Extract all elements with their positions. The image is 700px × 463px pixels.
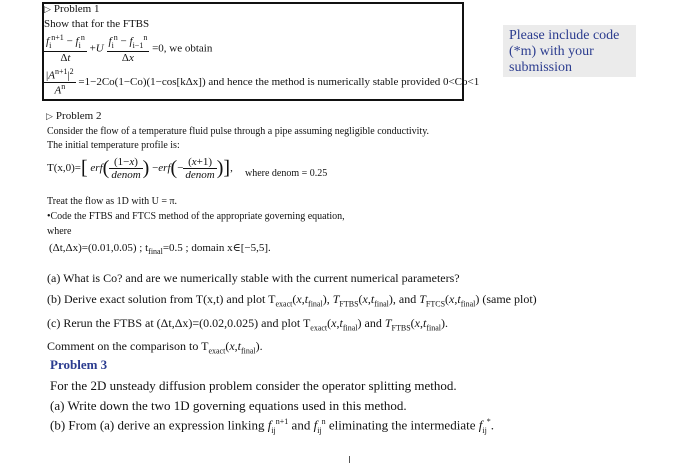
text-cursor — [349, 456, 350, 463]
stability-equation: $\frac{|A^{n+1}|^2}{A^n}$ =1−2Co(1−Co)(1−cos[kΔx]) and hence the method is numerically stable provided 0<Co<1 — [46, 67, 480, 97]
ftbs-eq-tail: =0, we obtain — [152, 42, 213, 55]
submission-note: Please include code (*m) with your submission — [503, 25, 636, 77]
problem1-title: Problem 1 — [53, 3, 100, 15]
problem2-title: Problem 2 — [55, 110, 102, 122]
profile-lhs: T(x,0)= — [47, 162, 81, 175]
qc-start: (c) Rerun the FTBS at (Δt,Δx)=(0.02,0.025) and plot T — [47, 316, 311, 330]
problem2-intro1: Consider the flow of a temperature fluid pulse through a pipe assuming negligible conductivity. — [47, 126, 430, 137]
initial-profile-equation: T(x,0)=[ erf( $\frac{(1-x)}{\text{denom}}$ ) −erf(− $\frac{(x+1)}{\text{denom}}$ )], — [47, 156, 233, 182]
p3-qb-start: (b) From (a) derive an expression linking — [50, 417, 265, 433]
problem2-qc: (c) Rerun the FTBS at (Δt,Δx)=(0.02,0.025) and plot $T_{exact}(x,t_{final})$ and $T_{FTBS}(x,t_{final})$. — [47, 316, 448, 333]
problem2-where: where — [47, 226, 72, 237]
ftbs-equation: $\frac{f_i^{n+1} - f_i^n}{\Delta t}$ +U $\frac{f_i^n - f_{i-1}^n}{\Delta x}$ =0, we obtain — [46, 33, 213, 64]
qb-start: (b) Derive exact solution from T(x,t) and plot T — [47, 292, 276, 306]
problem2-qb: (b) Derive exact solution from T(x,t) and plot $T_{exact}(x,t_{final})$, $T_{FTBS}(x,t_{final})$, and $T_{FTCS}(x,t_{final})$ (same plot) — [47, 292, 537, 309]
problem2-qa: (a) What is Co? and are we numerically stable with the current numerical parameters? — [47, 271, 460, 285]
stability-tail: and hence the method is numerically stable provided 0<Co<1 — [208, 75, 480, 88]
problem1-header — [44, 3, 99, 15]
problem2-flow: Treat the flow as 1D with U = π. — [47, 196, 178, 207]
profile-where: where denom = 0.25 — [245, 168, 328, 179]
expand-triangle-icon[interactable]: ▷ — [44, 4, 51, 14]
problem3-title: Problem 3 — [50, 357, 108, 372]
p3-qb-and: and — [291, 417, 311, 433]
problem2-code: •Code the FTBS and FTCS method of the appropriate governing equation, — [47, 211, 345, 222]
problem1-intro: Show that for the FTBS — [44, 18, 150, 30]
problem2-intro2: The initial temperature profile is: — [47, 140, 180, 151]
problem3-qa: (a) Write down the two 1D governing equations used in this method. — [50, 398, 407, 413]
problem3-qb: (b) From (a) derive an expression linking $f_{ij}^{n+1}$ and $f_{ij}^n$ eliminating the intermediate $f_{ij}^*$. — [50, 417, 495, 435]
p3-qb-tail: eliminating the intermediate — [328, 417, 476, 433]
problem2-header — [46, 110, 101, 122]
params-final-sub: final — [148, 247, 163, 257]
problem3-intro: For the 2D unsteady diffusion problem consider the operator splitting method. — [50, 378, 457, 393]
problem2-params — [49, 241, 271, 256]
problem2-comment: Comment on the comparison to $T_{exact}(x,t_{final})$. — [47, 339, 263, 356]
expand-triangle-icon[interactable]: ▷ — [46, 111, 53, 121]
qb-tail: (same plot) — [482, 292, 537, 306]
params-tail: =0.5 ; domain x∈[−5,5]. — [162, 242, 271, 254]
stability-expression: =1−2Co(1−Co)(1−cos[kΔx]) — [78, 75, 206, 88]
comment-start: Comment on the comparison to T — [47, 339, 209, 353]
params-start: (Δt,Δx)=(0.01,0.05) ; t — [49, 242, 149, 254]
